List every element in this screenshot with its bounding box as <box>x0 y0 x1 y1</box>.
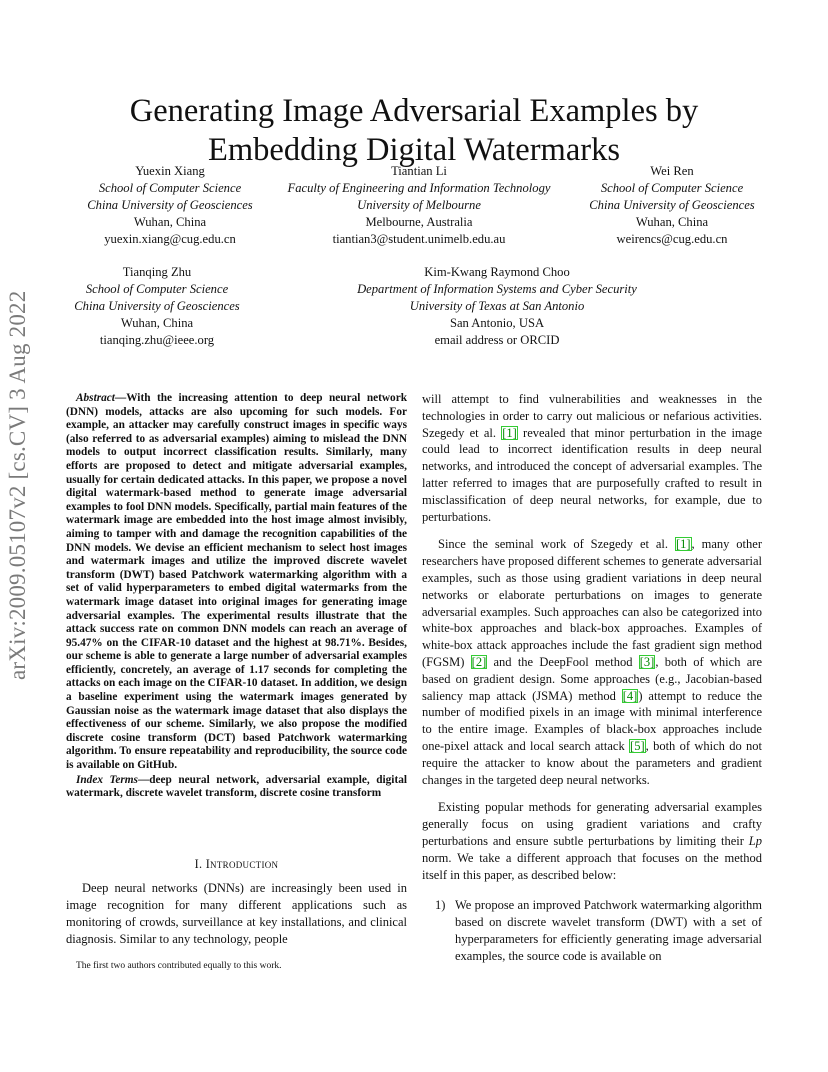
author-affiliation: School of Computer Science <box>98 181 242 195</box>
author-email: weirencs@cug.edu.cn <box>616 232 728 246</box>
author-block <box>270 163 568 248</box>
list-number: 1) <box>435 898 446 913</box>
author-block <box>332 264 662 349</box>
body-paragraph <box>422 391 762 525</box>
abstract-label: Abstract <box>76 392 115 404</box>
arxiv-identifier: arXiv:2009.05107v2 [cs.CV] 3 Aug 2022 <box>5 290 30 680</box>
author-location: Wuhan, China <box>120 316 194 330</box>
citation-link[interactable]: [1] <box>675 537 691 552</box>
text-run: norm. We take a different approach that focuses on the method itself in this paper, as described below: <box>422 850 762 882</box>
right-column <box>422 391 762 965</box>
introduction-text <box>66 880 407 948</box>
text-run: revealed that minor perturbation in the image could lead to incorrect identification results in deep neural networks, and introduced the concept of adversarial examples. The latter referred to images that are purposefully crafted to result in misclassification of deep neural networks, for example, due to perturbations. <box>422 425 762 524</box>
author-location: San Antonio, USA <box>449 316 545 330</box>
citation-link[interactable]: [3] <box>639 654 655 669</box>
author-name: Wei Ren <box>650 164 694 178</box>
author-block <box>57 264 257 349</box>
author-name: Tianqing Zhu <box>122 265 192 279</box>
author-name: Yuexin Xiang <box>135 164 205 178</box>
author-email: tianqing.zhu@ieee.org <box>99 333 215 347</box>
citation-link[interactable]: [4] <box>622 688 638 703</box>
math-norm: Lp <box>748 833 762 848</box>
citation-link[interactable]: [1] <box>502 425 517 440</box>
list-item-text: We propose an improved Patchwork watermarking algorithm based on discrete wavelet transform (DWT) with a set of hyperparameters for efficiently generating image adversarial examples, the source code is available on <box>455 898 762 963</box>
author-block <box>70 163 270 248</box>
author-institution: University of Melbourne <box>357 198 481 212</box>
abstract-paragraph <box>66 392 407 773</box>
author-institution: China University of Geosciences <box>74 299 240 313</box>
author-location: Wuhan, China <box>635 215 709 229</box>
author-block <box>572 163 772 248</box>
author-affiliation: School of Computer Science <box>85 282 229 296</box>
section-heading: I. Introduction <box>194 857 279 871</box>
author-email: tiantian3@student.unimelb.edu.au <box>332 232 506 246</box>
body-paragraph <box>422 536 762 788</box>
text-run: , both of which are based on gradient design. Some approaches (e.g., Jacobian-based saliency map attack (JSMA) method <box>422 654 762 703</box>
author-institution: China University of Geosciences <box>589 198 755 212</box>
text-run: Since the seminal work of Szegedy et al. <box>438 537 675 552</box>
index-terms-label: Index Terms <box>76 773 138 786</box>
citation-link[interactable]: [5] <box>630 738 645 753</box>
author-location: Wuhan, China <box>133 215 207 229</box>
contribution-list <box>422 897 762 964</box>
body-paragraph <box>422 799 762 883</box>
author-affiliation: Faculty of Engineering and Information Technology <box>287 181 551 195</box>
text-run: and the DeepFool method <box>487 654 639 669</box>
paper-title: Generating Image Adversarial Examples by Embedding Digital Watermarks <box>129 92 699 168</box>
author-email: yuexin.xiang@cug.edu.cn <box>104 232 236 246</box>
author-affiliation: School of Computer Science <box>600 181 744 195</box>
author-name: Tiantian Li <box>391 164 447 178</box>
text-run: , both of which do not require the attacker to know about the parameters and gradient changes in the targeted deep neural networks. <box>422 738 762 787</box>
text-run: will attempt to find vulnerabilities and weaknesses in the technologies in order to carry out malicious or nefarious activities. Szegedy et al. <box>422 392 762 440</box>
text-run: ) attempt to reduce the number of modified pixels in an image with minimal interference to the entire image. Examples of black-box approaches include one-pixel attack and local search attack <box>422 688 763 753</box>
author-location: Melbourne, Australia <box>365 215 473 229</box>
author-institution: China University of Geosciences <box>87 198 253 212</box>
text-run: Existing popular methods for generating adversarial examples generally focus on using gradient variations and crafty perturbations and ensure subtle perturbations by limiting their <box>422 800 762 848</box>
list-item <box>422 897 762 964</box>
author-affiliation: Department of Information Systems and Cyber Security <box>357 282 637 296</box>
intro-paragraph: Deep neural networks (DNNs) are increasingly been used in image recognition for many different applications such as monitoring of crowds, surveillance at key installations, and clinical diagnosis. Similar to any technology, people <box>66 881 407 946</box>
footnote: The first two authors contributed equally to this work. <box>76 961 282 971</box>
author-institution: University of Texas at San Antonio <box>409 299 585 313</box>
index-terms <box>66 774 407 801</box>
author-name: Kim-Kwang Raymond Choo <box>424 265 570 279</box>
citation-link[interactable]: [2] <box>471 654 487 669</box>
index-terms-text: —deep neural network, adversarial example, digital watermark, discrete wavelet transform, discrete cosine transform <box>66 773 407 800</box>
abstract <box>66 392 407 801</box>
abstract-text: —With the increasing attention to deep neural network (DNN) models, attacks are also upcoming for such models. For example, an attacker may carefully construct images in specific ways (also referred to as adversarial examples) aiming to mislead the DNN models to output incorrect classification results. Similarly, many efforts are proposed to detect and mitigate adversarial examples, usually for certain dedicated attacks. In this paper, we propose a novel digital watermark-based method to generate image adversarial examples to fool DNN models. Specifically, partial main features of the watermark image are embedded into the host image almost invisibly, aiming to tamper with and damage the recognition capabilities of the DNN models. We devise an efficient mechanism to select host images and watermark images and utilize the improved discrete wavelet transform (DWT) based Patchwork watermarking algorithm with a set of valid hyperparameters to embed digital watermarks from the watermark image dataset into original images for generating image adversarial examples. The experimental results illustrate that the attack success rate on common DNN models can reach an average of 95.47% on the CIFAR-10 dataset and the highest at 98.71%. Besides, our scheme is able to generate a large number of adversarial examples efficiently, concretely, an average of 1.17 seconds for completing the attacks on each image on the CIFAR-10 dataset. In addition, we design a baseline experiment using the watermark images generated by Gaussian noise as the watermark image dataset that also displays the effectiveness of our scheme. Similarly, we also propose the modified discrete cosine transform (DCT) based Patchwork watermarking algorithm. To ensure repeatability and reproducibility, the source code is available on GitHub. <box>66 392 407 772</box>
author-email: email address or ORCID <box>434 333 560 347</box>
text-run: , many other researchers have proposed different schemes to generate adversarial examples, such as those using gradient variations in deep neural networks or elaborate perturbations on images to generate adversarial examples. Such approaches can also be categorized into white-box approaches and black-box approaches. Examples of white-box attack approaches include the fast gradient sign method (FGSM) <box>422 537 762 669</box>
